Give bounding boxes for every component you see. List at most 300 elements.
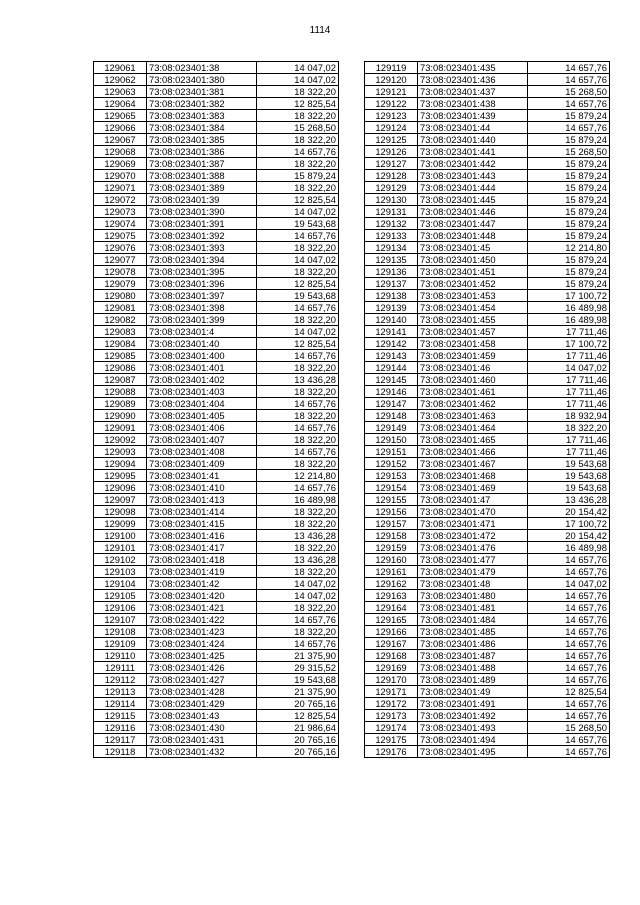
cadastral-number-cell: 73:08:023401:461 bbox=[418, 386, 528, 398]
value-cell: 14 657,76 bbox=[257, 638, 339, 650]
cadastral-number-cell: 73:08:023401:480 bbox=[418, 590, 528, 602]
value-cell: 18 932,94 bbox=[528, 410, 610, 422]
value-cell: 14 657,76 bbox=[257, 482, 339, 494]
cadastral-number-cell: 73:08:023401:398 bbox=[147, 302, 257, 314]
page-number: 1114 bbox=[309, 25, 331, 36]
table-row bbox=[94, 446, 339, 458]
row-number-cell: 129154 bbox=[365, 482, 418, 494]
value-cell: 18 322,20 bbox=[257, 314, 339, 326]
cadastral-number-cell: 73:08:023401:47 bbox=[418, 494, 528, 506]
value-cell: 16 489,98 bbox=[528, 542, 610, 554]
row-number-cell: 129141 bbox=[365, 326, 418, 338]
value-cell: 15 268,50 bbox=[257, 122, 339, 134]
value-cell: 14 047,02 bbox=[257, 590, 339, 602]
cadastral-number-cell: 73:08:023401:484 bbox=[418, 614, 528, 626]
value-cell: 18 322,20 bbox=[257, 566, 339, 578]
row-number-cell: 129085 bbox=[94, 350, 147, 362]
table-row bbox=[94, 218, 339, 230]
row-number-cell: 129144 bbox=[365, 362, 418, 374]
table-row bbox=[94, 350, 339, 362]
row-number-cell: 129133 bbox=[365, 230, 418, 242]
cadastral-number-cell: 73:08:023401:442 bbox=[418, 158, 528, 170]
table-row bbox=[94, 170, 339, 182]
cadastral-number-cell: 73:08:023401:430 bbox=[147, 722, 257, 734]
value-cell: 18 322,20 bbox=[528, 422, 610, 434]
table-row bbox=[94, 302, 339, 314]
row-number-cell: 129062 bbox=[94, 74, 147, 86]
cadastral-number-cell: 73:08:023401:401 bbox=[147, 362, 257, 374]
table-row bbox=[94, 566, 339, 578]
table-row bbox=[94, 650, 339, 662]
row-number-cell: 129167 bbox=[365, 638, 418, 650]
cadastral-number-cell: 73:08:023401:458 bbox=[418, 338, 528, 350]
value-cell: 15 268,50 bbox=[528, 722, 610, 734]
cadastral-number-cell: 73:08:023401:485 bbox=[418, 626, 528, 638]
row-number-cell: 129124 bbox=[365, 122, 418, 134]
value-cell: 14 657,76 bbox=[528, 590, 610, 602]
cadastral-number-cell: 73:08:023401:445 bbox=[418, 194, 528, 206]
table-row bbox=[365, 254, 610, 266]
cadastral-number-cell: 73:08:023401:441 bbox=[418, 146, 528, 158]
cadastral-number-cell: 73:08:023401:416 bbox=[147, 530, 257, 542]
cadastral-number-cell: 73:08:023401:408 bbox=[147, 446, 257, 458]
value-cell: 14 047,02 bbox=[257, 254, 339, 266]
row-number-cell: 129134 bbox=[365, 242, 418, 254]
value-cell: 15 879,24 bbox=[528, 182, 610, 194]
value-cell: 21 375,90 bbox=[257, 650, 339, 662]
value-cell: 15 879,24 bbox=[528, 206, 610, 218]
value-cell: 18 322,20 bbox=[257, 158, 339, 170]
table-row bbox=[365, 110, 610, 122]
row-number-cell: 129131 bbox=[365, 206, 418, 218]
value-cell: 14 657,76 bbox=[257, 614, 339, 626]
value-cell: 15 879,24 bbox=[528, 254, 610, 266]
row-number-cell: 129147 bbox=[365, 398, 418, 410]
table-row bbox=[365, 578, 610, 590]
cadastral-number-cell: 73:08:023401:466 bbox=[418, 446, 528, 458]
table-row bbox=[365, 350, 610, 362]
value-cell: 14 657,76 bbox=[528, 74, 610, 86]
table-row bbox=[365, 290, 610, 302]
cadastral-number-cell: 73:08:023401:464 bbox=[418, 422, 528, 434]
value-cell: 15 879,24 bbox=[528, 170, 610, 182]
value-cell: 15 879,24 bbox=[528, 278, 610, 290]
table-row bbox=[365, 710, 610, 722]
row-number-cell: 129078 bbox=[94, 266, 147, 278]
row-number-cell: 129115 bbox=[94, 710, 147, 722]
value-cell: 18 322,20 bbox=[257, 110, 339, 122]
cadastral-number-cell: 73:08:023401:469 bbox=[418, 482, 528, 494]
row-number-cell: 129161 bbox=[365, 566, 418, 578]
row-number-cell: 129152 bbox=[365, 458, 418, 470]
table-row bbox=[94, 506, 339, 518]
value-cell: 12 825,54 bbox=[257, 194, 339, 206]
row-number-cell: 129116 bbox=[94, 722, 147, 734]
table-row bbox=[94, 662, 339, 674]
row-number-cell: 129081 bbox=[94, 302, 147, 314]
table-row bbox=[365, 554, 610, 566]
cadastral-number-cell: 73:08:023401:380 bbox=[147, 74, 257, 86]
cadastral-number-cell: 73:08:023401:429 bbox=[147, 698, 257, 710]
value-cell: 13 436,28 bbox=[257, 530, 339, 542]
value-cell: 21 375,90 bbox=[257, 686, 339, 698]
value-cell: 17 100,72 bbox=[528, 338, 610, 350]
value-cell: 18 322,20 bbox=[257, 602, 339, 614]
table-row bbox=[94, 86, 339, 98]
table-row bbox=[365, 638, 610, 650]
table-row bbox=[94, 722, 339, 734]
row-number-cell: 129146 bbox=[365, 386, 418, 398]
value-cell: 20 765,16 bbox=[257, 746, 339, 758]
table-row bbox=[94, 554, 339, 566]
table-row bbox=[94, 542, 339, 554]
row-number-cell: 129166 bbox=[365, 626, 418, 638]
value-cell: 17 711,46 bbox=[528, 446, 610, 458]
table-row bbox=[365, 194, 610, 206]
cadastral-number-cell: 73:08:023401:494 bbox=[418, 734, 528, 746]
row-number-cell: 129083 bbox=[94, 326, 147, 338]
cadastral-number-cell: 73:08:023401:427 bbox=[147, 674, 257, 686]
value-cell: 18 322,20 bbox=[257, 242, 339, 254]
value-cell: 14 657,76 bbox=[528, 746, 610, 758]
row-number-cell: 129112 bbox=[94, 674, 147, 686]
row-number-cell: 129096 bbox=[94, 482, 147, 494]
cadastral-number-cell: 73:08:023401:454 bbox=[418, 302, 528, 314]
row-number-cell: 129145 bbox=[365, 374, 418, 386]
row-number-cell: 129105 bbox=[94, 590, 147, 602]
row-number-cell: 129093 bbox=[94, 446, 147, 458]
row-number-cell: 129090 bbox=[94, 410, 147, 422]
cadastral-number-cell: 73:08:023401:486 bbox=[418, 638, 528, 650]
row-number-cell: 129065 bbox=[94, 110, 147, 122]
table-row bbox=[365, 614, 610, 626]
cadastral-number-cell: 73:08:023401:40 bbox=[147, 338, 257, 350]
table-row bbox=[365, 722, 610, 734]
table-row bbox=[365, 650, 610, 662]
cadastral-number-cell: 73:08:023401:391 bbox=[147, 218, 257, 230]
value-cell: 13 436,28 bbox=[257, 374, 339, 386]
table-row bbox=[94, 410, 339, 422]
value-cell: 15 879,24 bbox=[528, 158, 610, 170]
table-row bbox=[365, 170, 610, 182]
cadastral-number-cell: 73:08:023401:467 bbox=[418, 458, 528, 470]
table-row bbox=[365, 470, 610, 482]
row-number-cell: 129072 bbox=[94, 194, 147, 206]
table-row bbox=[365, 398, 610, 410]
value-cell: 12 214,80 bbox=[257, 470, 339, 482]
table-row bbox=[94, 398, 339, 410]
table-row bbox=[365, 518, 610, 530]
cadastral-number-cell: 73:08:023401:492 bbox=[418, 710, 528, 722]
table-row bbox=[94, 638, 339, 650]
cadastral-number-cell: 73:08:023401:402 bbox=[147, 374, 257, 386]
cadastral-number-cell: 73:08:023401:397 bbox=[147, 290, 257, 302]
cadastral-number-cell: 73:08:023401:395 bbox=[147, 266, 257, 278]
value-cell: 19 543,68 bbox=[528, 482, 610, 494]
table-row bbox=[94, 434, 339, 446]
cadastral-number-cell: 73:08:023401:432 bbox=[147, 746, 257, 758]
row-number-cell: 129066 bbox=[94, 122, 147, 134]
table-row bbox=[94, 206, 339, 218]
cadastral-number-cell: 73:08:023401:488 bbox=[418, 662, 528, 674]
table-row bbox=[94, 470, 339, 482]
table-row bbox=[365, 494, 610, 506]
value-cell: 17 711,46 bbox=[528, 386, 610, 398]
cadastral-number-cell: 73:08:023401:476 bbox=[418, 542, 528, 554]
value-cell: 14 657,76 bbox=[528, 614, 610, 626]
value-cell: 14 047,02 bbox=[528, 578, 610, 590]
row-number-cell: 129142 bbox=[365, 338, 418, 350]
table-row bbox=[94, 494, 339, 506]
row-number-cell: 129099 bbox=[94, 518, 147, 530]
cadastral-number-cell: 73:08:023401:428 bbox=[147, 686, 257, 698]
row-number-cell: 129071 bbox=[94, 182, 147, 194]
cadastral-number-cell: 73:08:023401:383 bbox=[147, 110, 257, 122]
row-number-cell: 129098 bbox=[94, 506, 147, 518]
row-number-cell: 129129 bbox=[365, 182, 418, 194]
cadastral-number-cell: 73:08:023401:400 bbox=[147, 350, 257, 362]
cadastral-number-cell: 73:08:023401:452 bbox=[418, 278, 528, 290]
table-row bbox=[365, 626, 610, 638]
value-cell: 19 543,68 bbox=[257, 674, 339, 686]
table-row bbox=[365, 218, 610, 230]
table-row bbox=[365, 122, 610, 134]
table-row bbox=[94, 686, 339, 698]
table-row bbox=[365, 278, 610, 290]
cadastral-number-cell: 73:08:023401:495 bbox=[418, 746, 528, 758]
cadastral-number-cell: 73:08:023401:394 bbox=[147, 254, 257, 266]
cadastral-number-cell: 73:08:023401:396 bbox=[147, 278, 257, 290]
row-number-cell: 129067 bbox=[94, 134, 147, 146]
table-row bbox=[94, 182, 339, 194]
table-row bbox=[94, 326, 339, 338]
value-cell: 18 322,20 bbox=[257, 362, 339, 374]
table-row bbox=[365, 146, 610, 158]
row-number-cell: 129075 bbox=[94, 230, 147, 242]
row-number-cell: 129170 bbox=[365, 674, 418, 686]
table-row bbox=[365, 506, 610, 518]
row-number-cell: 129168 bbox=[365, 650, 418, 662]
row-number-cell: 129068 bbox=[94, 146, 147, 158]
cadastral-number-cell: 73:08:023401:462 bbox=[418, 398, 528, 410]
cadastral-number-cell: 73:08:023401:42 bbox=[147, 578, 257, 590]
table-row bbox=[365, 182, 610, 194]
cadastral-number-cell: 73:08:023401:45 bbox=[418, 242, 528, 254]
row-number-cell: 129125 bbox=[365, 134, 418, 146]
value-cell: 12 825,54 bbox=[257, 710, 339, 722]
row-number-cell: 129149 bbox=[365, 422, 418, 434]
table-row bbox=[94, 254, 339, 266]
value-cell: 17 100,72 bbox=[528, 518, 610, 530]
cadastral-number-cell: 73:08:023401:448 bbox=[418, 230, 528, 242]
row-number-cell: 129091 bbox=[94, 422, 147, 434]
value-cell: 14 657,76 bbox=[528, 98, 610, 110]
value-cell: 14 657,76 bbox=[257, 230, 339, 242]
table-row bbox=[365, 422, 610, 434]
cadastral-number-cell: 73:08:023401:426 bbox=[147, 662, 257, 674]
value-cell: 15 879,24 bbox=[528, 134, 610, 146]
value-cell: 18 322,20 bbox=[257, 386, 339, 398]
value-cell: 29 315,52 bbox=[257, 662, 339, 674]
row-number-cell: 129104 bbox=[94, 578, 147, 590]
cadastral-number-cell: 73:08:023401:382 bbox=[147, 98, 257, 110]
cadastral-number-cell: 73:08:023401:48 bbox=[418, 578, 528, 590]
table-row bbox=[365, 746, 610, 758]
cadastral-number-cell: 73:08:023401:460 bbox=[418, 374, 528, 386]
cadastral-number-cell: 73:08:023401:420 bbox=[147, 590, 257, 602]
table-row bbox=[94, 194, 339, 206]
table-row bbox=[94, 98, 339, 110]
cadastral-number-cell: 73:08:023401:422 bbox=[147, 614, 257, 626]
value-cell: 15 879,24 bbox=[528, 266, 610, 278]
table-row bbox=[365, 74, 610, 86]
cadastral-number-cell: 73:08:023401:457 bbox=[418, 326, 528, 338]
cadastral-number-cell: 73:08:023401:381 bbox=[147, 86, 257, 98]
row-number-cell: 129063 bbox=[94, 86, 147, 98]
table-row bbox=[365, 206, 610, 218]
row-number-cell: 129130 bbox=[365, 194, 418, 206]
table-row bbox=[94, 134, 339, 146]
value-cell: 19 543,68 bbox=[528, 458, 610, 470]
cadastral-number-cell: 73:08:023401:38 bbox=[147, 62, 257, 74]
table-row bbox=[94, 122, 339, 134]
table-row bbox=[94, 518, 339, 530]
row-number-cell: 129094 bbox=[94, 458, 147, 470]
cadastral-number-cell: 73:08:023401:413 bbox=[147, 494, 257, 506]
cadastral-number-cell: 73:08:023401:493 bbox=[418, 722, 528, 734]
value-cell: 18 322,20 bbox=[257, 410, 339, 422]
row-number-cell: 129084 bbox=[94, 338, 147, 350]
table-row bbox=[365, 314, 610, 326]
table-row bbox=[94, 578, 339, 590]
table-row bbox=[365, 434, 610, 446]
value-cell: 17 711,46 bbox=[528, 374, 610, 386]
table-row bbox=[94, 734, 339, 746]
value-cell: 14 657,76 bbox=[528, 626, 610, 638]
value-cell: 19 543,68 bbox=[257, 218, 339, 230]
cadastral-number-cell: 73:08:023401:41 bbox=[147, 470, 257, 482]
table-row bbox=[94, 146, 339, 158]
table-row bbox=[365, 386, 610, 398]
table-row bbox=[365, 530, 610, 542]
cadastral-number-cell: 73:08:023401:4 bbox=[147, 326, 257, 338]
row-number-cell: 129095 bbox=[94, 470, 147, 482]
row-number-cell: 129172 bbox=[365, 698, 418, 710]
cadastral-number-cell: 73:08:023401:393 bbox=[147, 242, 257, 254]
table-row bbox=[365, 374, 610, 386]
cadastral-number-cell: 73:08:023401:424 bbox=[147, 638, 257, 650]
value-cell: 18 322,20 bbox=[257, 542, 339, 554]
cadastral-number-cell: 73:08:023401:386 bbox=[147, 146, 257, 158]
value-cell: 14 657,76 bbox=[257, 422, 339, 434]
table-row bbox=[365, 662, 610, 674]
table-row bbox=[94, 626, 339, 638]
left-register-table bbox=[93, 61, 339, 758]
cadastral-number-cell: 73:08:023401:477 bbox=[418, 554, 528, 566]
value-cell: 19 543,68 bbox=[257, 290, 339, 302]
value-cell: 20 154,42 bbox=[528, 530, 610, 542]
row-number-cell: 129088 bbox=[94, 386, 147, 398]
table-row bbox=[365, 734, 610, 746]
cadastral-number-cell: 73:08:023401:472 bbox=[418, 530, 528, 542]
value-cell: 17 711,46 bbox=[528, 326, 610, 338]
table-row bbox=[365, 482, 610, 494]
value-cell: 18 322,20 bbox=[257, 434, 339, 446]
cadastral-number-cell: 73:08:023401:489 bbox=[418, 674, 528, 686]
cadastral-number-cell: 73:08:023401:410 bbox=[147, 482, 257, 494]
cadastral-number-cell: 73:08:023401:450 bbox=[418, 254, 528, 266]
value-cell: 14 047,02 bbox=[528, 362, 610, 374]
cadastral-number-cell: 73:08:023401:455 bbox=[418, 314, 528, 326]
cadastral-number-cell: 73:08:023401:438 bbox=[418, 98, 528, 110]
row-number-cell: 129076 bbox=[94, 242, 147, 254]
row-number-cell: 129163 bbox=[365, 590, 418, 602]
table-row bbox=[94, 242, 339, 254]
row-number-cell: 129174 bbox=[365, 722, 418, 734]
cadastral-number-cell: 73:08:023401:435 bbox=[418, 62, 528, 74]
table-row bbox=[94, 746, 339, 758]
value-cell: 14 657,76 bbox=[257, 446, 339, 458]
row-number-cell: 129080 bbox=[94, 290, 147, 302]
row-number-cell: 129138 bbox=[365, 290, 418, 302]
table-row bbox=[94, 710, 339, 722]
table-row bbox=[365, 62, 610, 74]
cadastral-number-cell: 73:08:023401:387 bbox=[147, 158, 257, 170]
value-cell: 14 657,76 bbox=[528, 566, 610, 578]
row-number-cell: 129153 bbox=[365, 470, 418, 482]
table-row bbox=[365, 266, 610, 278]
value-cell: 14 657,76 bbox=[257, 146, 339, 158]
row-number-cell: 129077 bbox=[94, 254, 147, 266]
row-number-cell: 129101 bbox=[94, 542, 147, 554]
value-cell: 14 047,02 bbox=[257, 326, 339, 338]
table-row bbox=[94, 374, 339, 386]
value-cell: 13 436,28 bbox=[257, 554, 339, 566]
value-cell: 14 657,76 bbox=[257, 398, 339, 410]
row-number-cell: 129162 bbox=[365, 578, 418, 590]
row-number-cell: 129106 bbox=[94, 602, 147, 614]
cadastral-number-cell: 73:08:023401:436 bbox=[418, 74, 528, 86]
cadastral-number-cell: 73:08:023401:421 bbox=[147, 602, 257, 614]
value-cell: 13 436,28 bbox=[528, 494, 610, 506]
cadastral-number-cell: 73:08:023401:423 bbox=[147, 626, 257, 638]
value-cell: 20 765,16 bbox=[257, 734, 339, 746]
row-number-cell: 129082 bbox=[94, 314, 147, 326]
table-row bbox=[94, 698, 339, 710]
table-row bbox=[94, 74, 339, 86]
row-number-cell: 129157 bbox=[365, 518, 418, 530]
table-row bbox=[365, 590, 610, 602]
row-number-cell: 129113 bbox=[94, 686, 147, 698]
row-number-cell: 129079 bbox=[94, 278, 147, 290]
cadastral-number-cell: 73:08:023401:468 bbox=[418, 470, 528, 482]
table-row bbox=[365, 410, 610, 422]
cadastral-number-cell: 73:08:023401:453 bbox=[418, 290, 528, 302]
row-number-cell: 129123 bbox=[365, 110, 418, 122]
table-row bbox=[365, 326, 610, 338]
table-row bbox=[365, 302, 610, 314]
value-cell: 16 489,98 bbox=[528, 314, 610, 326]
value-cell: 12 825,54 bbox=[528, 686, 610, 698]
value-cell: 18 322,20 bbox=[257, 506, 339, 518]
row-number-cell: 129108 bbox=[94, 626, 147, 638]
table-row bbox=[365, 542, 610, 554]
row-number-cell: 129103 bbox=[94, 566, 147, 578]
row-number-cell: 129126 bbox=[365, 146, 418, 158]
table-row bbox=[94, 482, 339, 494]
value-cell: 14 047,02 bbox=[257, 206, 339, 218]
table-row bbox=[94, 530, 339, 542]
